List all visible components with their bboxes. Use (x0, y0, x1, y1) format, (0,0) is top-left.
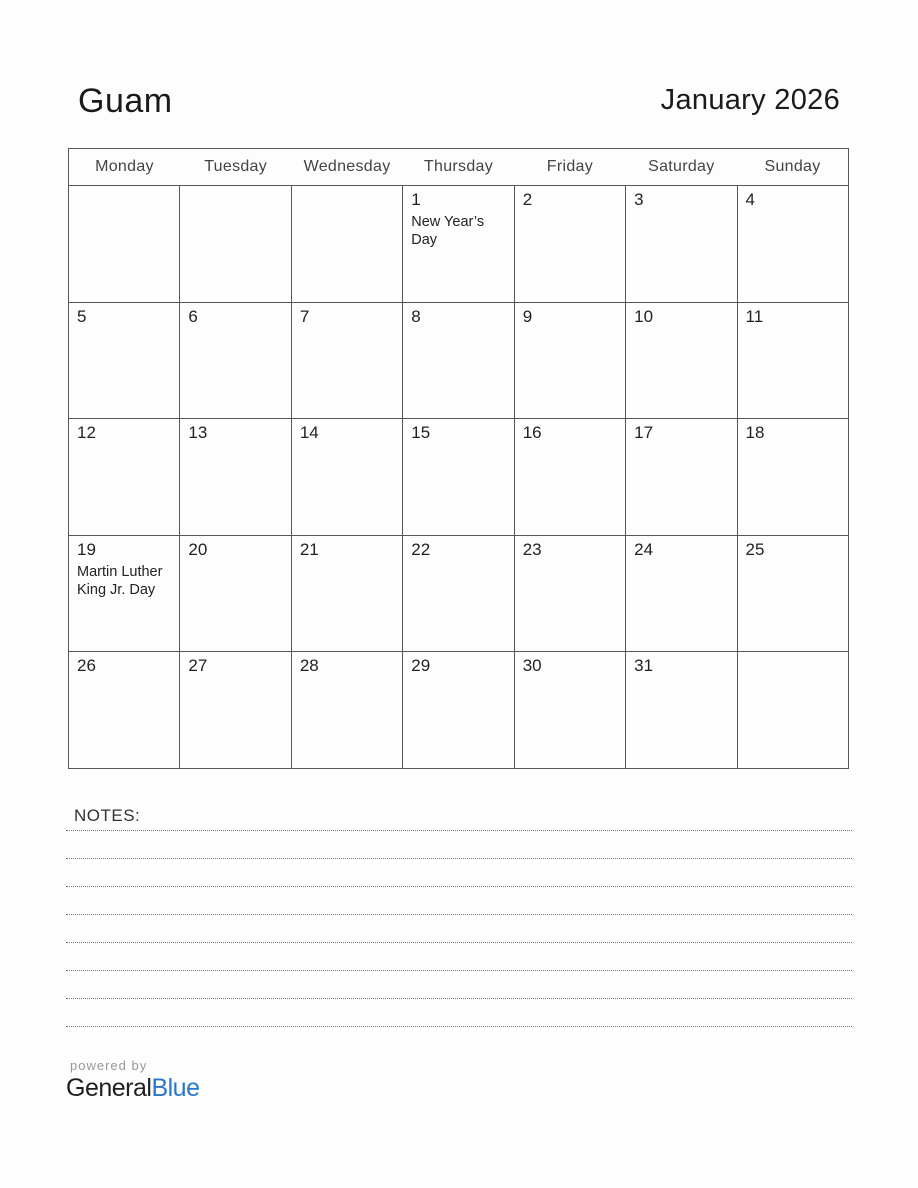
day-number: 4 (745, 190, 755, 209)
month-year-title: January 2026 (660, 84, 840, 116)
day-cell (626, 535, 737, 652)
day-cell (737, 419, 848, 536)
day-cell (291, 302, 402, 419)
day-number: 12 (77, 423, 96, 443)
weekday-monday: Monday (69, 149, 180, 186)
day-cell (180, 186, 291, 303)
country-title: Guam (78, 82, 173, 120)
day-cell (291, 652, 402, 769)
day-cell (514, 302, 625, 419)
weekday-friday: Friday (514, 149, 625, 186)
day-number: 7 (299, 306, 310, 326)
weekday-wednesday: Wednesday (291, 149, 402, 186)
day-number: 20 (188, 539, 208, 559)
day-number: 29 (411, 656, 431, 676)
day-number: 27 (188, 656, 208, 676)
day-cell (69, 419, 180, 536)
day-number: 16 (522, 423, 542, 443)
week-row (69, 302, 849, 419)
day-cell (291, 186, 402, 303)
day-number: 5 (77, 306, 87, 326)
day-cell (291, 535, 402, 652)
day-cell (291, 419, 402, 536)
day-cell (69, 302, 180, 419)
day-number: 1 (411, 190, 421, 209)
note-line (66, 830, 852, 831)
day-cell (403, 186, 514, 303)
day-cell (626, 419, 737, 536)
day-cell (180, 652, 291, 769)
generalblue-logo[interactable] (66, 1074, 200, 1103)
weekday-tuesday: Tuesday (180, 149, 291, 186)
day-cell (403, 302, 514, 419)
day-cell (626, 302, 737, 419)
day-number: 19 (77, 539, 96, 559)
day-number: 6 (188, 306, 198, 326)
day-number: 26 (77, 656, 96, 676)
day-number: 23 (522, 539, 542, 559)
day-number: 13 (188, 423, 208, 443)
day-number: 15 (411, 423, 431, 443)
day-cell (626, 186, 737, 303)
note-line (66, 914, 852, 915)
weekday-sunday: Sunday (737, 149, 848, 186)
note-line (66, 970, 852, 971)
day-cell (69, 652, 180, 769)
day-number: 14 (299, 423, 319, 443)
day-number: 30 (522, 656, 542, 676)
day-number: 9 (522, 306, 533, 326)
day-cell (514, 419, 625, 536)
day-cell (514, 652, 625, 769)
day-cell (737, 302, 848, 419)
day-cell (180, 535, 291, 652)
day-number: 3 (634, 190, 644, 209)
day-number: 10 (634, 306, 654, 326)
week-row (69, 419, 849, 536)
day-number: 21 (299, 539, 319, 559)
note-line (66, 886, 852, 887)
day-cell (69, 186, 180, 303)
note-line (66, 942, 852, 943)
day-cell (737, 186, 848, 303)
day-number: 2 (522, 190, 533, 209)
day-number: 11 (745, 306, 764, 326)
day-cell (180, 302, 291, 419)
day-number: 8 (411, 306, 421, 326)
day-number: 28 (299, 656, 319, 676)
day-cell (737, 535, 848, 652)
day-number: 25 (745, 539, 765, 559)
powered-by-text: powered by (70, 1058, 148, 1073)
day-cell (403, 535, 514, 652)
week-row (69, 186, 849, 303)
brand-blue: Blue (151, 1074, 200, 1102)
day-number: 17 (634, 423, 654, 443)
day-number: 24 (634, 539, 654, 559)
week-row (69, 652, 849, 769)
weekday-saturday: Saturday (626, 149, 737, 186)
note-line (66, 1026, 852, 1027)
day-cell (626, 652, 737, 769)
holiday-label: Martin Luther King Jr. Day (77, 563, 163, 598)
weekday-header-row (69, 149, 849, 186)
calendar-grid (68, 148, 849, 769)
day-cell (514, 535, 625, 652)
brand-general: General (66, 1074, 152, 1102)
day-cell (180, 419, 291, 536)
day-number: 31 (634, 656, 654, 676)
day-cell (403, 419, 514, 536)
holiday-label: New Year’s Day (411, 214, 485, 248)
day-number: 18 (745, 423, 765, 443)
day-cell (403, 652, 514, 769)
day-cell (69, 535, 180, 652)
note-line (66, 998, 852, 999)
note-line (66, 858, 852, 859)
day-cell (514, 186, 625, 303)
notes-label: NOTES: (74, 806, 141, 825)
day-cell (737, 652, 848, 769)
day-number: 22 (411, 539, 431, 559)
week-row (69, 535, 849, 652)
weekday-thursday: Thursday (403, 149, 514, 186)
